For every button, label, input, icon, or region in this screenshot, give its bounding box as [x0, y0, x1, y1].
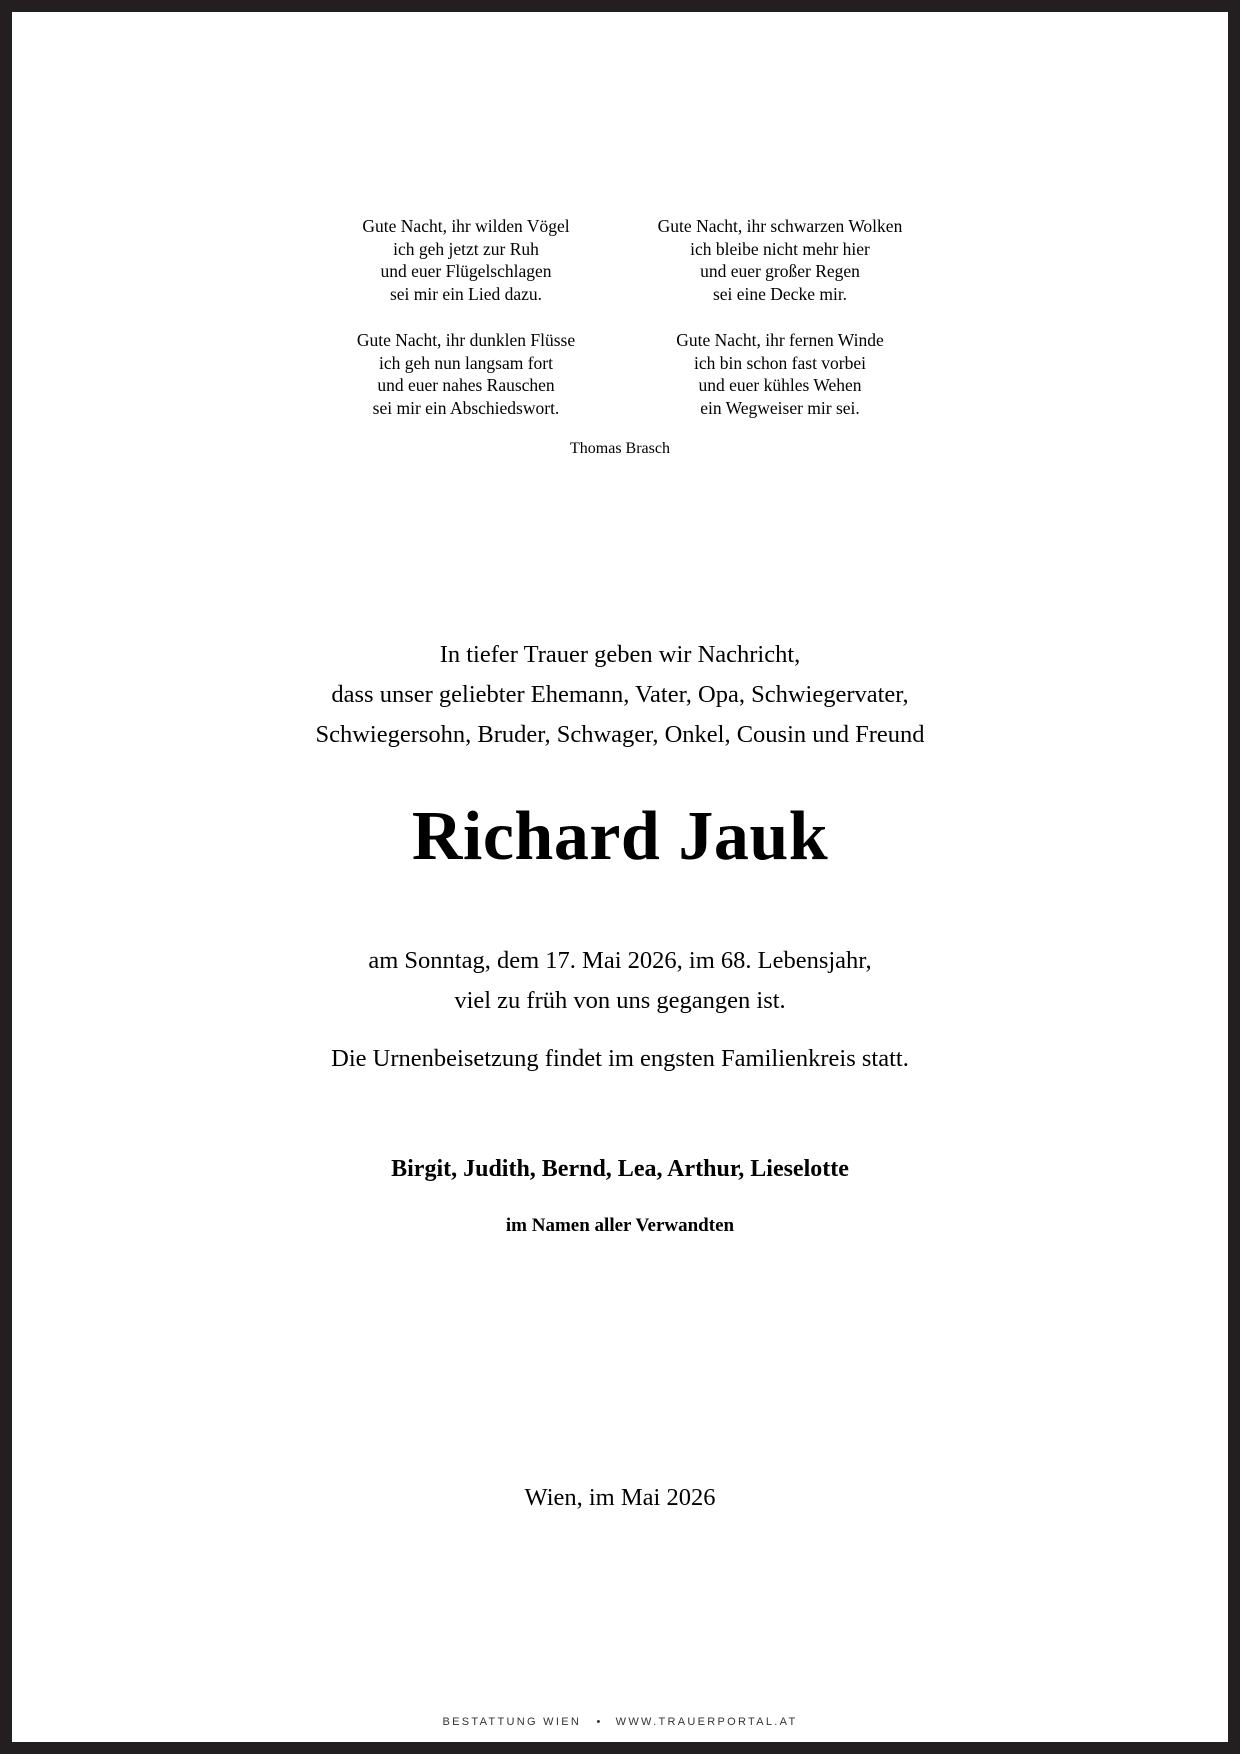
- poem-line: ich bin schon fast vorbei: [693, 352, 867, 373]
- family-names: Birgit, Judith, Bernd, Lea, Arthur, Lieselotte: [391, 1156, 849, 1182]
- poem-author: Thomas Brasch: [570, 440, 670, 457]
- deceased-name: Richard Jauk: [411, 798, 829, 875]
- poem-line: sei mir ein Abschiedswort.: [372, 397, 560, 418]
- poem-line: ich geh jetzt zur Ruh: [393, 238, 539, 259]
- footer-separator: •: [596, 1716, 601, 1728]
- announcement-intro: [12, 635, 1228, 755]
- death-line: am Sonntag, dem 17. Mai 2026, im 68. Lebensjahr,: [368, 947, 872, 974]
- poem-stanza: [612, 215, 948, 306]
- intro-line: Schwiegersohn, Bruder, Schwager, Onkel, Cousin und Freund: [315, 721, 925, 748]
- poem-stanza: [612, 329, 948, 420]
- poem-line: Gute Nacht, ihr schwarzen Wolken: [657, 216, 903, 236]
- poem-line: sei eine Decke mir.: [712, 284, 848, 305]
- footer-website: WWW.TRAUERPORTAL.AT: [615, 1716, 798, 1728]
- poem-line: Gute Nacht, ihr wilden Vögel: [362, 216, 570, 236]
- poem-line: Gute Nacht, ihr dunklen Flüsse: [356, 329, 576, 350]
- burial-notice: Die Urnenbeisetzung findet im engsten Familienkreis statt.: [331, 1045, 909, 1072]
- poem-line: ich bleibe nicht mehr hier: [690, 238, 870, 259]
- death-line: viel zu früh von uns gegangen ist.: [454, 987, 786, 1014]
- poem-left-column: [306, 215, 626, 420]
- intro-line: In tiefer Trauer geben wir Nachricht,: [439, 641, 801, 668]
- place-date: Wien, im Mai 2026: [524, 1484, 716, 1511]
- footer-company: BESTATTUNG WIEN: [442, 1716, 582, 1728]
- poem-line: und euer nahes Rauschen: [377, 375, 555, 396]
- poem-line: und euer großer Regen: [700, 261, 860, 282]
- poem-line: ein Wegweiser mir sei.: [700, 397, 860, 418]
- poem-stanza: [306, 329, 626, 420]
- obituary-page: [12, 12, 1228, 1742]
- poem-right-column: [612, 215, 948, 420]
- poem-line: und euer Flügelschlagen: [380, 261, 552, 282]
- poem-stanza: [306, 215, 626, 306]
- poem-line: ich geh nun langsam fort: [379, 352, 553, 373]
- intro-line: dass unser geliebter Ehemann, Vater, Opa, Schwiegervater,: [331, 681, 909, 708]
- footer: [12, 1714, 1228, 1730]
- death-notice: [12, 941, 1228, 1021]
- relatives-note: im Namen aller Verwandten: [505, 1215, 735, 1236]
- poem-line: und euer kühles Wehen: [698, 375, 862, 396]
- poem-line: sei mir ein Lied dazu.: [389, 284, 543, 305]
- poem-line: Gute Nacht, ihr fernen Winde: [676, 329, 884, 350]
